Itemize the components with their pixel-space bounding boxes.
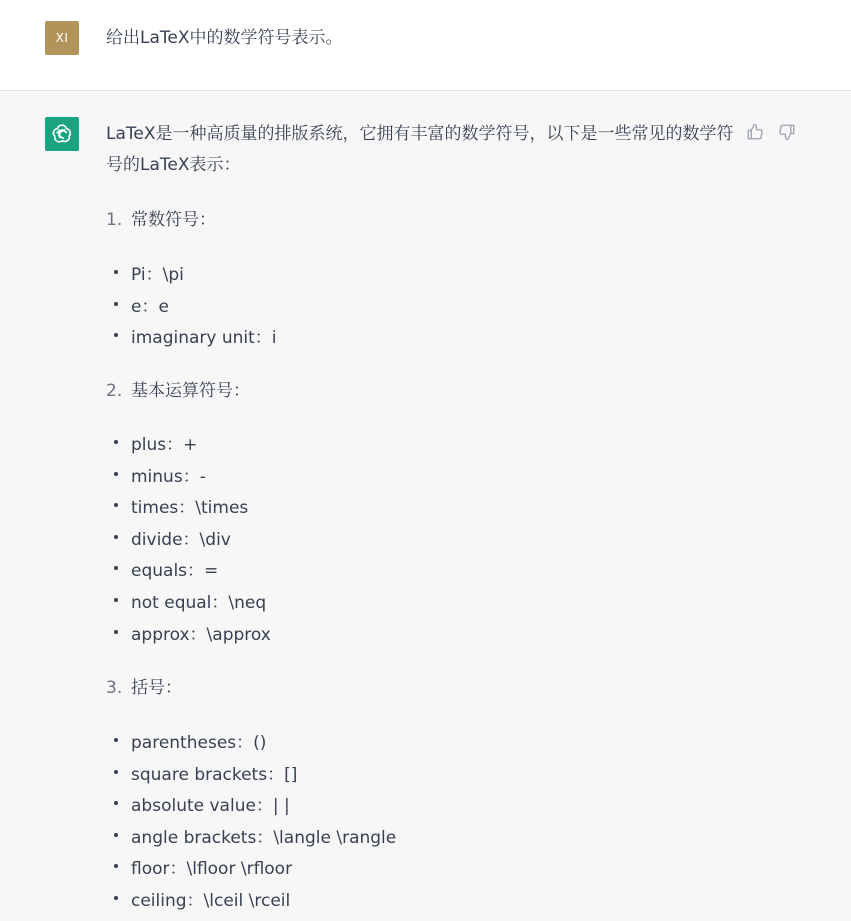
list-item: times：\times: [106, 496, 271, 528]
section-title-constants: [106, 208, 216, 232]
thumbs-up-icon: [746, 123, 764, 141]
list-item: imaginary unit：i: [106, 326, 277, 358]
section-title-text: 基本运算符号：: [131, 381, 250, 401]
assistant-intro-text: LaTeX是一种高质量的排版系统，它拥有丰富的数学符号，以下是一些常见的数学符号的LaTeX表示：: [106, 124, 734, 175]
list-item: parentheses：(): [106, 731, 396, 763]
assistant-message-content: [106, 121, 736, 911]
section-title-text: 常数符号：: [131, 210, 216, 230]
user-message-text: 给出LaTeX中的数学符号表示。: [106, 28, 343, 48]
section-number: 3.: [106, 678, 123, 698]
thumbs-down-button[interactable]: [776, 121, 798, 143]
list-item: ceiling：\lceil \rceil: [106, 889, 396, 921]
section-title-text: 括号：: [131, 678, 182, 698]
list-item: floor：\lfloor \rfloor: [106, 857, 396, 889]
list-item: equals：=: [106, 559, 271, 591]
user-avatar: XI: [45, 21, 79, 55]
thumbs-up-button[interactable]: [744, 121, 766, 143]
list-item: approx：\approx: [106, 623, 271, 655]
section-number: 2.: [106, 381, 123, 401]
list-item: square brackets：[]: [106, 763, 396, 795]
list-brackets: [106, 731, 396, 921]
assistant-message-row: [0, 91, 851, 910]
list-item: Pi：\pi: [106, 263, 277, 295]
list-constants: [106, 263, 277, 358]
list-item: minus：-: [106, 465, 271, 497]
list-item: absolute value：| |: [106, 794, 396, 826]
list-item: plus：+: [106, 433, 271, 465]
list-item: not equal：\neq: [106, 591, 271, 623]
section-title-operators: [106, 379, 250, 403]
list-operators: [106, 433, 271, 654]
thumbs-down-icon: [778, 123, 796, 141]
list-item: e：e: [106, 295, 277, 327]
list-item: angle brackets：\langle \rangle: [106, 826, 396, 858]
user-message-row: [0, 0, 851, 91]
openai-logo-icon: [45, 117, 79, 151]
section-number: 1.: [106, 210, 123, 230]
section-title-brackets: [106, 676, 182, 700]
list-item: divide：\div: [106, 528, 271, 560]
